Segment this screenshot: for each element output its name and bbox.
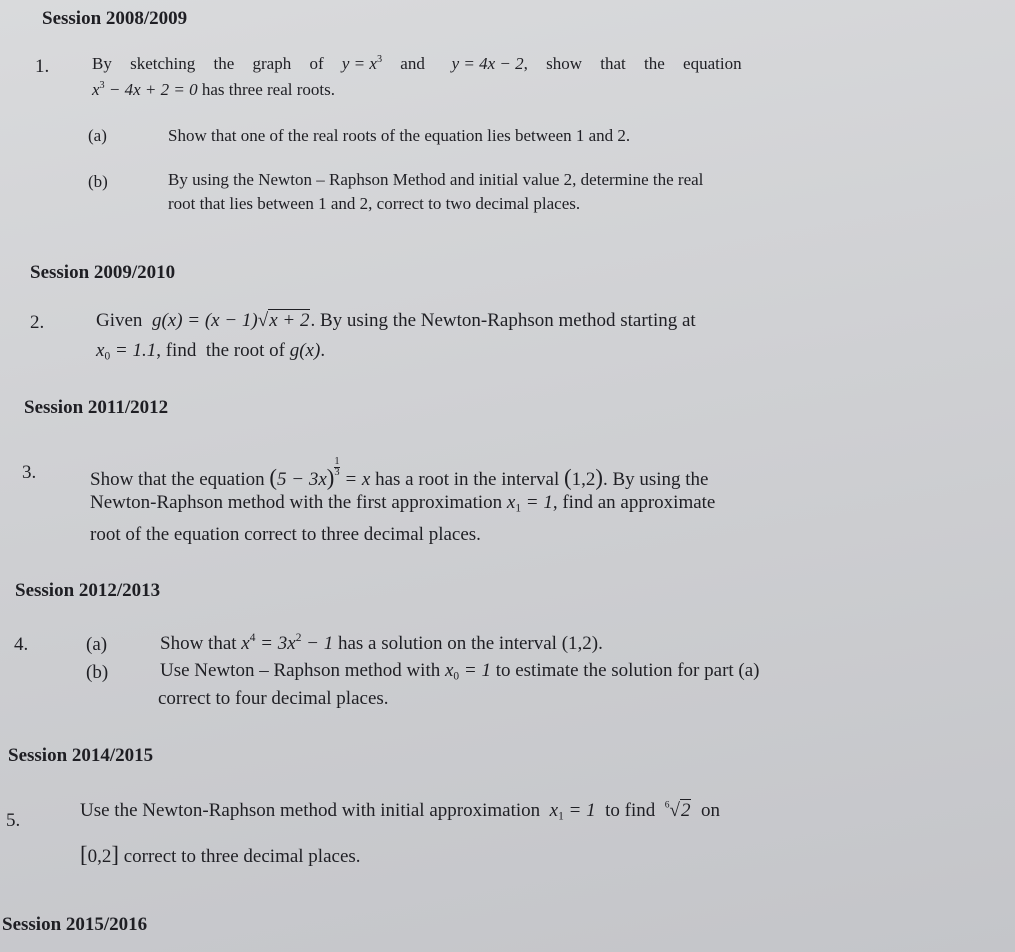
session-heading: Session 2009/2010 [30, 262, 176, 283]
question-text: $x_0 = 1.1$, find the root of g(x). [96, 340, 326, 363]
question-text: Show that the equation (5 − 3x)1 3 = x has a root in the interval (1,2). By using the [90, 456, 709, 490]
question-text: Given g(x) = (x − 1)√x + 2. By using the Newton-Raphson method starting at [96, 310, 696, 331]
question-number: 3. [22, 462, 37, 483]
question-number: 5. [6, 810, 21, 831]
question-text: $x^3 - 4x + 2 = 0$ has three real roots. [92, 80, 335, 100]
part-text: Show that $x^4 = 3x^2 - 1$ has a solution on the interval (1,2). [160, 632, 603, 654]
question-number: 2. [30, 312, 45, 333]
session-heading: Session 2012/2013 [15, 580, 161, 601]
part-text: correct to four decimal places. [158, 688, 389, 709]
session-heading: Session 2015/2016 [2, 914, 148, 935]
part-label: (a) [88, 126, 107, 145]
part-text: root that lies between 1 and 2, correct to two decimal places. [168, 194, 581, 213]
part-label: (b) [88, 172, 108, 191]
question-text: root of the equation correct to three decimal places. [90, 524, 481, 545]
part-text: Show that one of the real roots of the equation lies between 1 and 2. [168, 126, 631, 145]
session-heading: Session 2014/2015 [8, 745, 154, 766]
part-text: By using the Newton – Raphson Method and initial value 2, determine the real [168, 170, 704, 189]
question-number: 4. [14, 634, 29, 655]
question-number: 1. [35, 56, 50, 77]
session-heading: Session 2008/2009 [42, 8, 188, 29]
part-text: Use Newton – Raphson method with $x_0 = 1$ to estimate the solution for part (a) [160, 660, 760, 683]
session-heading: Session 2011/2012 [24, 397, 169, 418]
question-text: Use the Newton-Raphson method with initial approximation $x_1 = 1$ to find $^6$√2 on [80, 800, 720, 823]
question-text: [0,2] correct to three decimal places. [80, 842, 361, 867]
part-label: (a) [86, 634, 108, 655]
part-label: (b) [86, 662, 109, 683]
question-text: Newton-Raphson method with the first approximation $x_1 = 1$, find an approximate [90, 492, 716, 515]
question-text: By sketching the graph of $y = x^3$ and y = 4x − 2, show that the equation [92, 54, 742, 74]
